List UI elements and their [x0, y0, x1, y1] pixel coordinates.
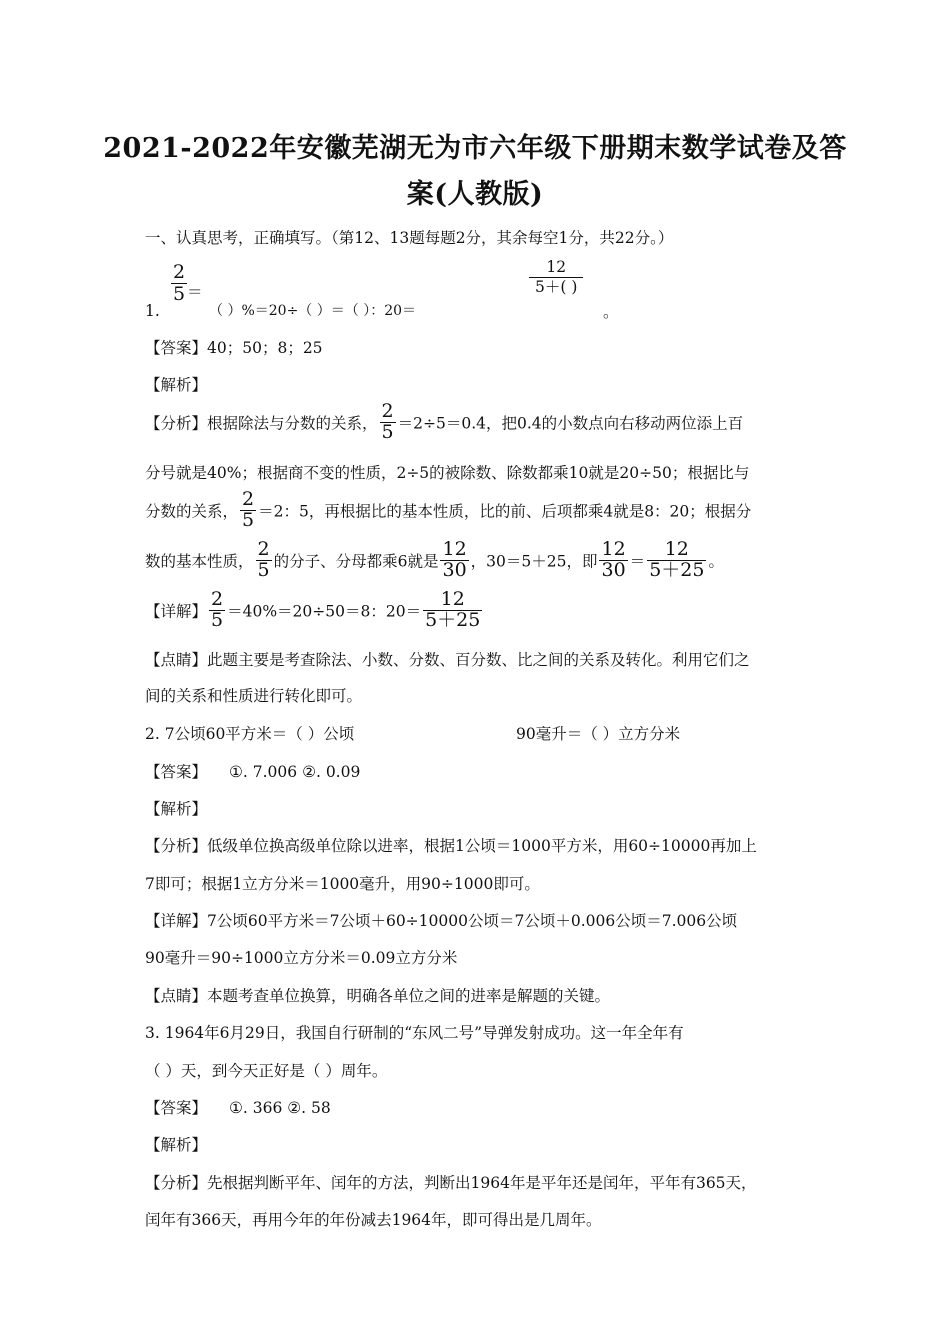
fraction-denominator: 5＋25 [649, 558, 705, 581]
fenxi-tag: 【分析】 [145, 837, 208, 855]
q1-end: 。 [603, 303, 619, 321]
q2-xiangjie-line1 [145, 909, 737, 931]
section-heading: 一、认真思考，正确填写。（第12、13题每题2分，其余每空1分，共22分。） [145, 229, 674, 247]
fraction-12-5p25 [423, 590, 482, 631]
q3-fenxi-line2: 闰年有366天，再用今年的年份减去1964年，即可得出是几周年。 [145, 1211, 602, 1229]
answer-tag: 【答案】 [145, 339, 208, 357]
fenxi-text: ＝2÷5＝0.4，把0.4的小数点向右移动两位添上百 [397, 414, 744, 433]
q3-answer [145, 1096, 331, 1118]
fenxi-text: ＝2：5，再根据比的基本性质，比的前、后项都乘4就是8：20；根据分 [258, 502, 752, 521]
q2-fenxi-line2: 7即可；根据1立方分米＝1000毫升，用90÷1000即可。 [145, 875, 540, 893]
q2-stem-b: 90毫升＝（ ）立方分米 [516, 725, 681, 743]
fraction-denominator: 5＋( ) [535, 278, 578, 297]
xiangjie-text: ＝40%＝20÷50＝8：20＝ [227, 602, 422, 621]
fenxi-tag: 【分析】 [145, 1174, 208, 1192]
xiangjie-tag: 【详解】 [145, 602, 208, 621]
q2-xiangjie-line2: 90毫升＝90÷1000立方分米＝0.09立方分米 [145, 949, 458, 967]
fraction-2-5 [380, 402, 396, 443]
fenxi-text: 根据除法与分数的关系， [207, 414, 378, 433]
fenxi-text: 先根据判断平年、闰年的方法，判断出1964年是平年还是闰年，平年有365天， [207, 1174, 757, 1192]
fraction-numerator: 2 [257, 538, 270, 560]
equals-sign: ＝ [187, 283, 203, 301]
equals-sign: ＝ [629, 552, 646, 571]
dianjing-tag: 【点睛】 [145, 651, 208, 669]
fenxi-text: 。 [708, 552, 724, 571]
q2-answer [145, 760, 360, 782]
q1-dianjing-line2: 间的关系和性质进行转化即可。 [145, 687, 363, 705]
xiangjie-tag: 【详解】 [145, 912, 208, 930]
fenxi-text: 的分子、分母都乘6就是 [273, 552, 439, 571]
q3-stem-line1: 3. 1964年6月29日，我国自行研制的“东风二号”导弹发射成功。这一年全年有 [145, 1024, 684, 1042]
fraction-2-5 [256, 540, 272, 581]
q1-jiexi: 【解析】 [145, 376, 208, 394]
q1-fraction [171, 262, 187, 305]
fraction-denominator: 5 [242, 508, 255, 531]
answer-text: 40；50；8；25 [207, 339, 323, 357]
fraction-numerator: 12 [442, 538, 467, 560]
q1-dianjing-line1 [145, 648, 750, 670]
q3-stem-line2: （ ）天，到今天正好是（ ）周年。 [145, 1062, 388, 1080]
q3-jiexi: 【解析】 [145, 1136, 208, 1154]
fraction-denominator: 5 [211, 608, 224, 631]
fraction-denominator: 5 [381, 420, 394, 443]
fraction-12-30 [599, 540, 627, 581]
q1-number: 1. [145, 302, 160, 320]
fraction-12-30 [440, 540, 468, 581]
q2-fenxi-line1 [145, 834, 757, 856]
fraction-numerator: 12 [601, 538, 626, 560]
fraction-numerator: 2 [381, 400, 394, 422]
q3-fenxi-line1 [145, 1171, 757, 1193]
fraction-denominator: 30 [601, 558, 626, 581]
q1-answer [145, 336, 323, 358]
fenxi-text: 低级单位换高级单位除以进率，根据1公顷＝1000平方米，用60÷10000再加上 [207, 837, 757, 855]
q1-stem-text: （ ）%＝20÷（ ）＝（ ）：20＝ [209, 303, 417, 319]
answer-text: ①. 366 ②. 58 [229, 1099, 331, 1117]
q1-fenxi-line2: 分号就是40%；根据商不变的性质，2÷5的被除数、除数都乘10就是20÷50；根据比与 [145, 464, 750, 482]
fenxi-text: ，30＝5＋25，即 [470, 552, 598, 571]
dianjing-text: 此题主要是考查除法、小数、分数、百分数、比之间的关系及转化。利用它们之 [207, 651, 750, 669]
fraction-2-5 [209, 590, 225, 631]
xiangjie-text: 7公顷60平方米＝7公顷＋60÷10000公顷＝7公顷＋0.006公顷＝7.006公顷 [207, 912, 738, 930]
fraction-denominator: 5 [257, 558, 270, 581]
q1-fenxi-line4 [145, 540, 724, 581]
fraction-numerator: 12 [423, 590, 482, 611]
q1-big-fraction [529, 258, 583, 298]
fraction-numerator: 12 [529, 258, 583, 278]
dianjing-tag: 【点睛】 [145, 987, 208, 1005]
fraction-2-5 [240, 490, 256, 531]
q2-dianjing [145, 984, 610, 1006]
fraction-numerator: 12 [647, 540, 706, 561]
fraction-12-5p25 [647, 540, 706, 581]
q2-jiexi: 【解析】 [145, 800, 208, 818]
answer-tag: 【答案】 [145, 763, 208, 781]
q1-fenxi-line1 [145, 402, 743, 443]
dianjing-text: 本题考查单位换算，明确各单位之间的进率是解题的关键。 [207, 987, 611, 1005]
fraction-denominator: 30 [442, 558, 467, 581]
fraction-numerator: 2 [173, 261, 186, 283]
fraction-denominator: 5＋25 [425, 608, 481, 631]
doc-title-line1: 2021-2022年安徽芜湖无为市六年级下册期末数学试卷及答 [103, 133, 847, 164]
fraction-numerator: 2 [242, 488, 255, 510]
fenxi-text: 数的基本性质， [145, 552, 254, 571]
fraction-numerator: 2 [211, 588, 224, 610]
q1-fenxi-line3 [145, 490, 751, 531]
doc-title-line2: 案(人教版) [406, 179, 544, 210]
answer-tag: 【答案】 [145, 1099, 208, 1117]
q1-xiangjie [145, 590, 484, 631]
fraction-denominator: 5 [173, 282, 186, 305]
fenxi-tag: 【分析】 [145, 414, 208, 433]
q2-stem-a: 2. 7公顷60平方米＝（ ）公顷 [145, 725, 355, 743]
fenxi-text: 分数的关系， [145, 502, 239, 521]
answer-text: ①. 7.006 ②. 0.09 [229, 763, 361, 781]
